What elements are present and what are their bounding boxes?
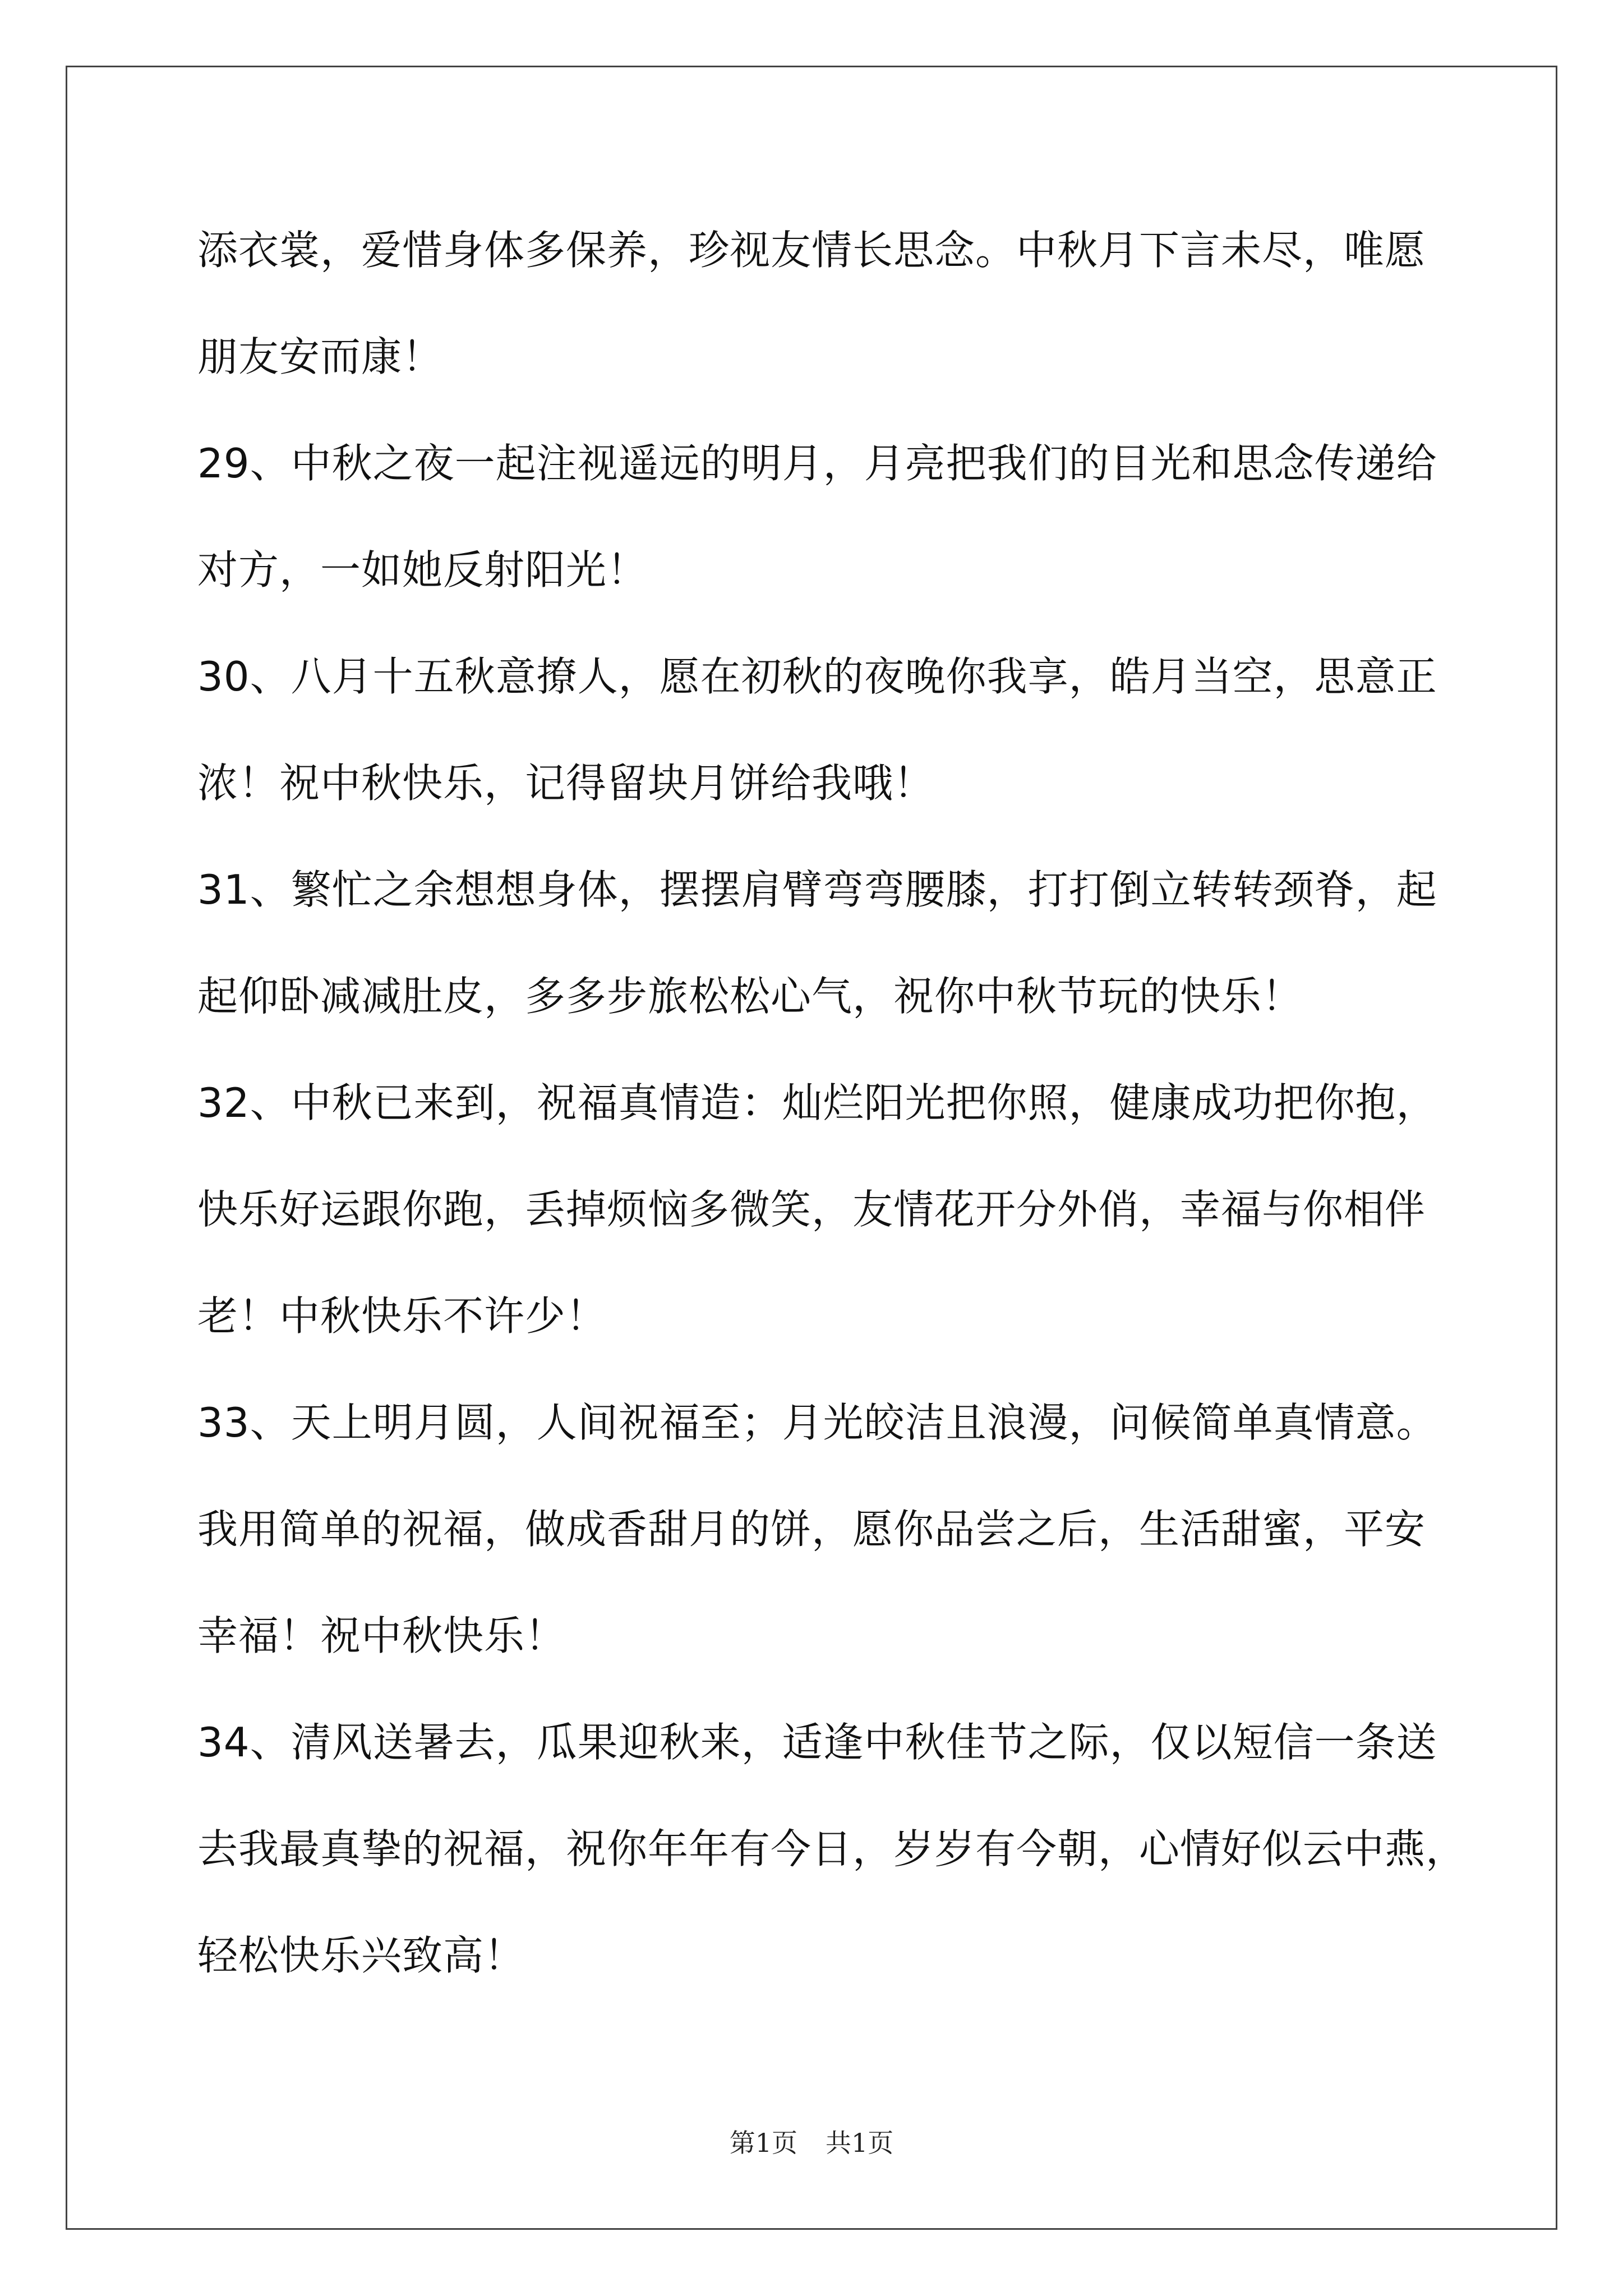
page-number-current: 第1页 [729,2128,797,2158]
page-number-total: 共1页 [826,2128,894,2158]
text-line: 幸福！祝中秋快乐！ [197,1612,566,1659]
text-line: 32、中秋已来到，祝福真情造：灿烂阳光把你照，健康成功把你抱， [197,1079,1437,1126]
text-line: 我用简单的祝福，做成香甜月的饼，愿你品尝之后，生活甜蜜，平安 [197,1506,1426,1553]
text-line: 朋友安而康！ [197,333,444,380]
text-line: 34、清风送暑去，瓜果迎秋来，适逢中秋佳节之际，仅以短信一条送 [197,1719,1437,1766]
text-line: 去我最真挚的祝福，祝你年年有今日，岁岁有今朝，心情好似云中燕， [197,1825,1467,1872]
text-line: 31、繁忙之余想想身体，摆摆肩臂弯弯腰膝，打打倒立转转颈脊，起 [197,866,1437,913]
text-line: 33、天上明月圆，人间祝福至；月光皎洁且浪漫，问候简单真情意。 [197,1399,1437,1446]
text-line: 浓！祝中秋快乐，记得留块月饼给我哦！ [197,760,935,807]
text-line: 快乐好运跟你跑，丢掉烦恼多微笑，友情花开分外俏，幸福与你相伴 [197,1186,1426,1233]
text-line: 对方，一如她反射阳光！ [197,546,648,593]
text-line: 添衣裳，爱惜身体多保养，珍视友情长思念。中秋月下言未尽，唯愿 [197,227,1426,274]
text-line: 起仰卧减减肚皮，多多步旅松松心气，祝你中秋节玩的快乐！ [197,973,1303,1020]
text-line: 轻松快乐兴致高！ [197,1932,525,1979]
text-line: 29、中秋之夜一起注视遥远的明月，月亮把我们的目光和思念传递给 [197,440,1437,487]
text-line: 老！中秋快乐不许少！ [197,1292,607,1340]
page-footer [0,2126,1623,2160]
page-border [66,66,1557,2230]
text-line: 30、八月十五秋意撩人，愿在初秋的夜晚你我享，皓月当空，思意正 [197,653,1437,700]
